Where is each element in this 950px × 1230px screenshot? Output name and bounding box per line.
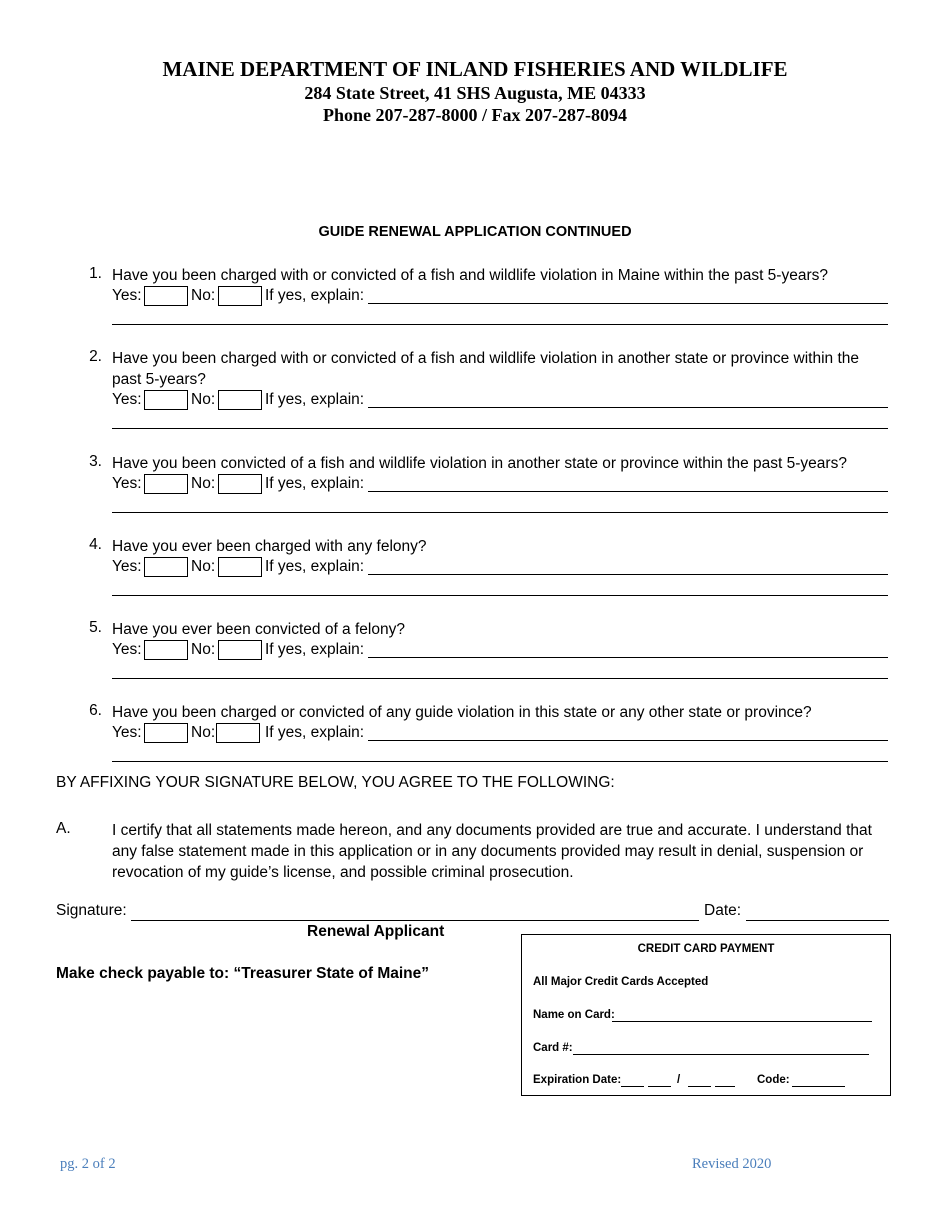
expiration-field-4[interactable] <box>715 1086 735 1087</box>
explain-field-line-2[interactable] <box>112 324 888 325</box>
no-label: No: <box>191 475 216 492</box>
agreement-heading: BY AFFIXING YOUR SIGNATURE BELOW, YOU AGREE TO THE FOLLOWING: <box>56 774 615 791</box>
certification-label: A. <box>56 820 71 837</box>
explain-field-line-2[interactable] <box>112 512 888 513</box>
yes-label: Yes: <box>112 391 142 408</box>
expiration-field-2[interactable] <box>648 1086 671 1087</box>
question-text: Have you ever been charged with any felony? <box>112 538 427 555</box>
answer-row <box>112 390 888 410</box>
page-number: pg. 2 of 2 <box>60 1156 116 1172</box>
expiration-field-1[interactable] <box>621 1086 644 1087</box>
certification-text: I certify that all statements made hereon, and any documents provided are true and accurate. I understand that any false statement made in this application or in any documents provided may result in denial, suspension or revocation of my guide’s license, and possible criminal prosecution. <box>112 822 872 881</box>
security-code-field[interactable] <box>792 1086 845 1087</box>
no-checkbox[interactable] <box>218 474 262 494</box>
agency-name: MAINE DEPARTMENT OF INLAND FISHERIES AND WILDLIFE <box>162 57 788 81</box>
yes-label: Yes: <box>112 287 142 304</box>
yes-checkbox[interactable] <box>144 390 188 410</box>
name-on-card-label: Name on Card: <box>533 1009 615 1021</box>
credit-card-title: CREDIT CARD PAYMENT <box>637 943 775 955</box>
explain-field[interactable] <box>368 740 888 741</box>
question-text: Have you been charged or convicted of any guide violation in this state or any other state or province? <box>112 704 812 721</box>
form-title: GUIDE RENEWAL APPLICATION CONTINUED <box>318 224 632 240</box>
card-number-label: Card #: <box>533 1042 573 1054</box>
question-number: 4. <box>89 536 102 553</box>
explain-field[interactable] <box>368 407 888 408</box>
yes-checkbox[interactable] <box>144 286 188 306</box>
answer-row <box>112 557 888 577</box>
expiration-slash: / <box>677 1074 681 1086</box>
no-label: No: <box>191 558 216 575</box>
agency-address: 284 State Street, 41 SHS Augusta, ME 04333 <box>304 83 646 103</box>
explain-label: If yes, explain: <box>265 558 365 575</box>
no-label: No: <box>191 641 216 658</box>
explain-label: If yes, explain: <box>265 724 365 741</box>
question-text: Have you been charged with or convicted of a fish and wildlife violation in another state or province within the past 5-years? <box>112 350 860 388</box>
expiration-field-3[interactable] <box>688 1086 711 1087</box>
answer-row <box>112 286 888 306</box>
explain-label: If yes, explain: <box>265 287 365 304</box>
explain-label: If yes, explain: <box>265 391 365 408</box>
yes-label: Yes: <box>112 475 142 492</box>
yes-checkbox[interactable] <box>144 723 188 743</box>
question-number: 1. <box>89 265 102 282</box>
explain-field-line-2[interactable] <box>112 761 888 762</box>
yes-label: Yes: <box>112 558 142 575</box>
question-number: 6. <box>89 702 102 719</box>
explain-field-line-2[interactable] <box>112 428 888 429</box>
yes-checkbox[interactable] <box>144 474 188 494</box>
no-checkbox[interactable] <box>218 286 262 306</box>
question-number: 2. <box>89 348 102 365</box>
explain-field[interactable] <box>368 657 888 658</box>
name-on-card-field[interactable] <box>612 1021 872 1022</box>
question-text: Have you ever been convicted of a felony? <box>112 621 405 638</box>
signature-role: Renewal Applicant <box>307 923 445 940</box>
yes-label: Yes: <box>112 724 142 741</box>
no-checkbox[interactable] <box>218 390 262 410</box>
signature-label: Signature: <box>56 902 127 919</box>
question-number: 5. <box>89 619 102 636</box>
answer-row <box>112 640 888 660</box>
revision-note: Revised 2020 <box>692 1156 772 1172</box>
question-number: 3. <box>89 453 102 470</box>
no-label: No: <box>191 391 216 408</box>
explain-field-line-2[interactable] <box>112 595 888 596</box>
yes-label: Yes: <box>112 641 142 658</box>
question-text: Have you been convicted of a fish and wildlife violation in another state or province within the past 5-years? <box>112 455 847 472</box>
no-checkbox[interactable] <box>218 640 262 660</box>
card-number-field[interactable] <box>573 1054 869 1055</box>
explain-field-line-2[interactable] <box>112 678 888 679</box>
no-checkbox[interactable] <box>218 557 262 577</box>
explain-label: If yes, explain: <box>265 475 365 492</box>
agency-phone-fax: Phone 207-287-8000 / Fax 207-287-8094 <box>323 105 627 125</box>
date-label: Date: <box>704 902 742 919</box>
question-text: Have you been charged with or convicted of a fish and wildlife violation in Maine within the past 5-years? <box>112 267 828 284</box>
explain-field[interactable] <box>368 574 888 575</box>
explain-field[interactable] <box>368 491 888 492</box>
explain-field[interactable] <box>368 303 888 304</box>
answer-row <box>112 474 888 494</box>
answer-row <box>112 723 888 743</box>
explain-label: If yes, explain: <box>265 641 365 658</box>
cards-accepted: All Major Credit Cards Accepted <box>533 976 709 988</box>
no-label: No: <box>191 287 216 304</box>
security-code-label: Code: <box>757 1074 790 1086</box>
payable-note: Make check payable to: “Treasurer State of Maine” <box>56 965 429 982</box>
yes-checkbox[interactable] <box>144 640 188 660</box>
credit-card-box <box>521 934 891 1096</box>
signature-field[interactable] <box>131 920 699 921</box>
no-checkbox[interactable] <box>216 723 260 743</box>
date-field[interactable] <box>746 920 889 921</box>
expiration-date-label: Expiration Date: <box>533 1074 622 1086</box>
no-label: No: <box>191 724 216 741</box>
yes-checkbox[interactable] <box>144 557 188 577</box>
